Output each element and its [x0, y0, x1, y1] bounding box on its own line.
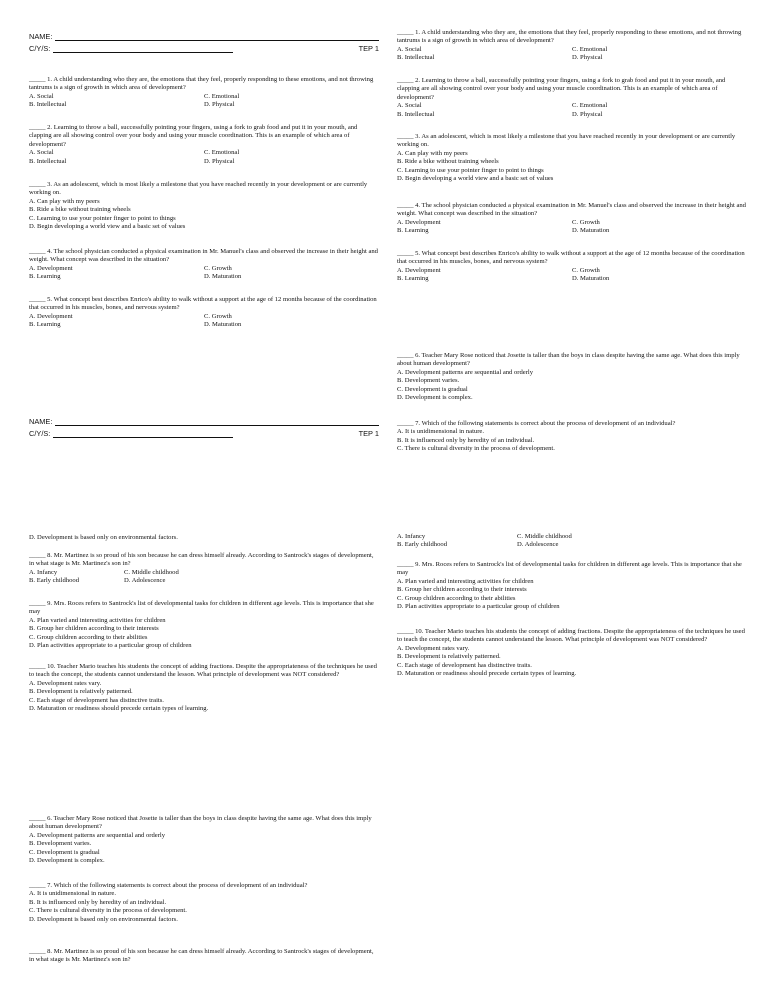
options — [29, 617, 379, 651]
option-d: D. Maturation or readiness should precede certain types of learning. — [397, 670, 577, 678]
option-c: C. Emotional — [572, 102, 608, 110]
option-c: C. Growth — [204, 264, 232, 272]
option-a: A. Infancy — [397, 533, 426, 540]
question-stem: _____ 10. Teacher Mario teaches his students the concept of adding fractions. Despite the appropriateness of the techniques he used to teach the concept, the students cannot understand the lesson. What principle of development was NOT considered? — [29, 663, 377, 679]
question-stem: _____ 9. Mrs. Roces refers to Santrock's list of developmental tasks for children in different age levels. This is importance that she may — [29, 600, 374, 616]
options — [29, 198, 379, 232]
question-8-options — [397, 533, 747, 550]
question-stem: _____ 7. Which of the following statements is correct about the process of development of an individual? — [397, 420, 676, 427]
options — [29, 832, 379, 866]
question-7-continued — [29, 534, 379, 542]
option-c: C. Emotional — [204, 149, 240, 157]
option-b: B. Group her children according to their interests — [29, 625, 159, 633]
question-stem: _____ 10. Teacher Mario teaches his students the concept of adding fractions. Despite the appropriateness of the techniques he used to teach the concept, the students cannot understand the lesson. What principle of development was NOT considered? — [397, 628, 745, 644]
option-b: B. Intellectual — [29, 101, 67, 109]
option-c: C. Development is gradual — [397, 385, 468, 393]
options — [397, 46, 747, 63]
cys-row — [29, 41, 379, 53]
option-c: C. Learning to use your pointer finger to point to things — [397, 166, 544, 174]
option-a: A. Social — [29, 149, 54, 157]
option-d: D. Maturation — [204, 321, 242, 329]
question-4 — [397, 202, 747, 236]
options — [29, 680, 379, 714]
option-b: B. Intellectual — [29, 157, 67, 165]
cys-field-line[interactable] — [53, 44, 233, 53]
option-a: A. It is unidimensional in nature. — [29, 890, 116, 898]
question-2 — [397, 77, 747, 119]
question-7 — [29, 882, 379, 924]
tep-label: TEP 1 — [358, 44, 379, 53]
option-d: D. Physical — [204, 101, 235, 109]
option-d: D. Maturation — [572, 275, 610, 283]
question-stem: _____ 6. Teacher Mary Rose noticed that Josette is taller than the boys in class despite having the same age. What does this imply about human development? — [29, 815, 372, 831]
option-b: B. Intellectual — [397, 54, 435, 62]
option-c: C. Learning to use your pointer finger to point to things — [29, 214, 176, 222]
question-10 — [29, 663, 379, 713]
cys-field-line[interactable] — [53, 429, 233, 438]
option-d: D. Development is complex. — [397, 394, 473, 402]
header-bottom — [29, 414, 379, 438]
option-c: C. Each stage of development has distinctive traits. — [29, 696, 164, 704]
option-d: D. Development is based only on environmental factors. — [29, 534, 178, 541]
question-stem: _____ 3. As an adolescent, which is most likely a milestone that you have reached recently in your development or are currently working on. — [397, 133, 736, 149]
option-c: C. Each stage of development has distinctive traits. — [397, 661, 532, 669]
option-c: C. There is cultural diversity in the process of development. — [397, 445, 555, 453]
header-top — [29, 29, 379, 53]
option-b: B. Group her children according to their interests — [397, 586, 527, 594]
options — [397, 533, 637, 550]
question-7 — [397, 420, 747, 454]
option-d: D. Adolescence — [124, 577, 166, 585]
option-a: A. Development patterns are sequential and orderly — [29, 831, 166, 839]
question-9 — [29, 600, 379, 650]
option-b: B. Ride a bike without training wheels — [397, 158, 499, 166]
options — [397, 428, 747, 453]
options — [29, 93, 379, 110]
option-a: A. Development — [397, 266, 441, 274]
name-field-line[interactable] — [55, 32, 379, 41]
option-a: A. Can play with my peers — [29, 197, 100, 205]
option-a: A. Can play with my peers — [397, 149, 468, 157]
name-label: NAME: — [29, 417, 53, 426]
question-stem: _____ 3. As an adolescent, which is most likely a milestone that you have reached recently in your development or are currently working on. — [29, 181, 368, 197]
option-d: D. Maturation — [204, 273, 242, 281]
option-d: D. Physical — [572, 110, 603, 118]
question-6 — [29, 815, 379, 865]
option-c: C. Growth — [204, 312, 232, 320]
option-c: C. Emotional — [204, 92, 240, 100]
options — [29, 569, 219, 586]
question-8 — [29, 552, 379, 586]
option-a: A. Infancy — [29, 568, 58, 576]
question-stem: _____ 2. Learning to throw a ball, successfully pointing your fingers, using a fork to grab food and put it in your mouth, and clapping are all showing control over your body and using your muscle coordination. This is an example of which area of development? — [397, 77, 726, 101]
question-stem: _____ 8. Mr. Martinez is so proud of his son because he can dress himself already. According to Santrock's stages of development, in what stage is Mr. Martinez's son in? — [29, 948, 374, 964]
option-c: C. Middle childhood — [517, 533, 572, 540]
option-d: D. Physical — [572, 54, 603, 62]
question-stem: _____ 1. A child understanding who they are, the emotions that they feel, properly responding to these emotions, and not throwing tantrums is a sign of growth in which area of development? — [397, 29, 742, 45]
option-a: A. Development rates vary. — [397, 644, 470, 652]
option-b: B. Learning — [397, 275, 429, 283]
question-stem: _____ 5. What concept best describes Enrico's ability to walk without a support at the age of 12 months because of the coordination that occurred in his muscles, bones, and nervous system? — [29, 296, 377, 312]
option-b: B. Early childhood — [397, 541, 447, 549]
option-b: B. Development varies. — [29, 840, 92, 848]
question-1 — [29, 76, 379, 110]
options — [397, 219, 747, 236]
question-stem: _____ 4. The school physician conducted a physical examination in Mr. Manuel's class and observed the increase in their height and weight. What concept was described in the situation? — [29, 248, 378, 264]
option-d: D. Begin developing a world view and a basic set of values — [397, 175, 554, 183]
question-10 — [397, 628, 747, 678]
option-d: D. Plan activities appropriate to a particular group of children — [397, 603, 560, 611]
option-b: B. Development varies. — [397, 377, 460, 385]
option-a: A. Development — [397, 218, 441, 226]
options — [29, 149, 379, 166]
question-5 — [397, 250, 747, 284]
question-8-repeat — [29, 948, 379, 965]
options — [397, 102, 747, 119]
option-b: B. Learning — [29, 321, 61, 329]
option-a: A. Development — [29, 264, 73, 272]
option-c: C. Growth — [572, 266, 600, 274]
cys-label: C/Y/S: — [29, 44, 51, 53]
option-a: A. Development — [29, 312, 73, 320]
option-c: C. Development is gradual — [29, 848, 100, 856]
question-4 — [29, 248, 379, 282]
question-3 — [29, 181, 379, 231]
question-6 — [397, 352, 747, 402]
option-b: B. Intellectual — [397, 110, 435, 118]
question-stem: _____ 4. The school physician conducted a physical examination in Mr. Manuel's class and observed the increase in their height and weight. What concept was described in the situation? — [397, 202, 746, 218]
question-stem: _____ 5. What concept best describes Enrico's ability to walk without a support at the age of 12 months because of the coordination that occurred in his muscles, bones, and nervous system? — [397, 250, 745, 266]
options — [397, 578, 747, 612]
question-stem: _____ 1. A child understanding who they are, the emotions that they feel, properly responding to these emotions, and not throwing tantrums is a sign of growth in which area of development? — [29, 76, 374, 92]
option-d: D. Development is based only on environmental factors. — [29, 915, 178, 923]
option-c: C. There is cultural diversity in the process of development. — [29, 907, 187, 915]
name-label: NAME: — [29, 32, 53, 41]
option-b: B. Development is relatively patterned. — [397, 653, 501, 661]
question-stem: _____ 7. Which of the following statements is correct about the process of development of an individual? — [29, 882, 308, 889]
option-b: B. It is influenced only by heredity of an individual. — [29, 898, 167, 906]
option-a: A. Social — [29, 92, 54, 100]
option-d: D. Plan activities appropriate to a particular group of children — [29, 642, 192, 650]
option-a: A. Social — [397, 102, 422, 110]
option-c: C. Group children according to their abilities — [29, 633, 148, 641]
options — [397, 645, 747, 679]
option-a: A. Plan varied and interesting activities for children — [397, 577, 534, 585]
cys-row — [29, 426, 379, 438]
options — [29, 313, 379, 330]
question-3 — [397, 133, 747, 183]
options — [29, 265, 379, 282]
question-9 — [397, 561, 747, 611]
option-b: B. Learning — [29, 273, 61, 281]
option-d: D. Maturation — [572, 227, 610, 235]
question-stem: _____ 6. Teacher Mary Rose noticed that Josette is taller than the boys in class despite having the same age. What does this imply about human development? — [397, 352, 740, 368]
name-row — [29, 414, 379, 426]
name-row — [29, 29, 379, 41]
option-c: C. Group children according to their abilities — [397, 594, 516, 602]
tep-label: TEP 1 — [358, 429, 379, 438]
question-stem: _____ 9. Mrs. Roces refers to Santrock's list of developmental tasks for children in different age levels. This is importance that she may — [397, 561, 742, 577]
option-d: D. Adolescence — [517, 541, 559, 549]
question-5 — [29, 296, 379, 330]
option-c: C. Emotional — [572, 45, 608, 53]
option-c: C. Middle childhood — [124, 568, 179, 576]
option-a: A. Social — [397, 45, 422, 53]
cys-label: C/Y/S: — [29, 429, 51, 438]
option-d: D. Development is complex. — [29, 857, 105, 865]
options — [29, 890, 379, 924]
question-1 — [397, 29, 747, 63]
option-d: D. Maturation or readiness should precede certain types of learning. — [29, 705, 209, 713]
options — [397, 150, 747, 184]
question-2 — [29, 124, 379, 166]
name-field-line[interactable] — [55, 417, 379, 426]
option-b: B. Early childhood — [29, 577, 79, 585]
option-b: B. Development is relatively patterned. — [29, 688, 133, 696]
option-b: B. Ride a bike without training wheels — [29, 206, 131, 214]
options — [397, 369, 747, 403]
option-b: B. It is influenced only by heredity of an individual. — [397, 436, 535, 444]
option-a: A. Development patterns are sequential and orderly — [397, 368, 534, 376]
option-a: A. Development rates vary. — [29, 679, 102, 687]
option-a: A. Plan varied and interesting activities for children — [29, 616, 166, 624]
option-c: C. Growth — [572, 218, 600, 226]
option-d: D. Physical — [204, 157, 235, 165]
option-b: B. Learning — [397, 227, 429, 235]
question-stem: _____ 2. Learning to throw a ball, successfully pointing your fingers, using a fork to grab food and put it in your mouth, and clapping are all showing control over your body and using your muscle coordination. This is an example of which area of development? — [29, 124, 358, 148]
options — [397, 267, 747, 284]
option-a: A. It is unidimensional in nature. — [397, 428, 484, 436]
option-d: D. Begin developing a world view and a basic set of values — [29, 223, 186, 231]
question-stem: _____ 8. Mr. Martinez is so proud of his son because he can dress himself already. According to Santrock's stages of development, in what stage is Mr. Martinez's son in? — [29, 552, 374, 568]
